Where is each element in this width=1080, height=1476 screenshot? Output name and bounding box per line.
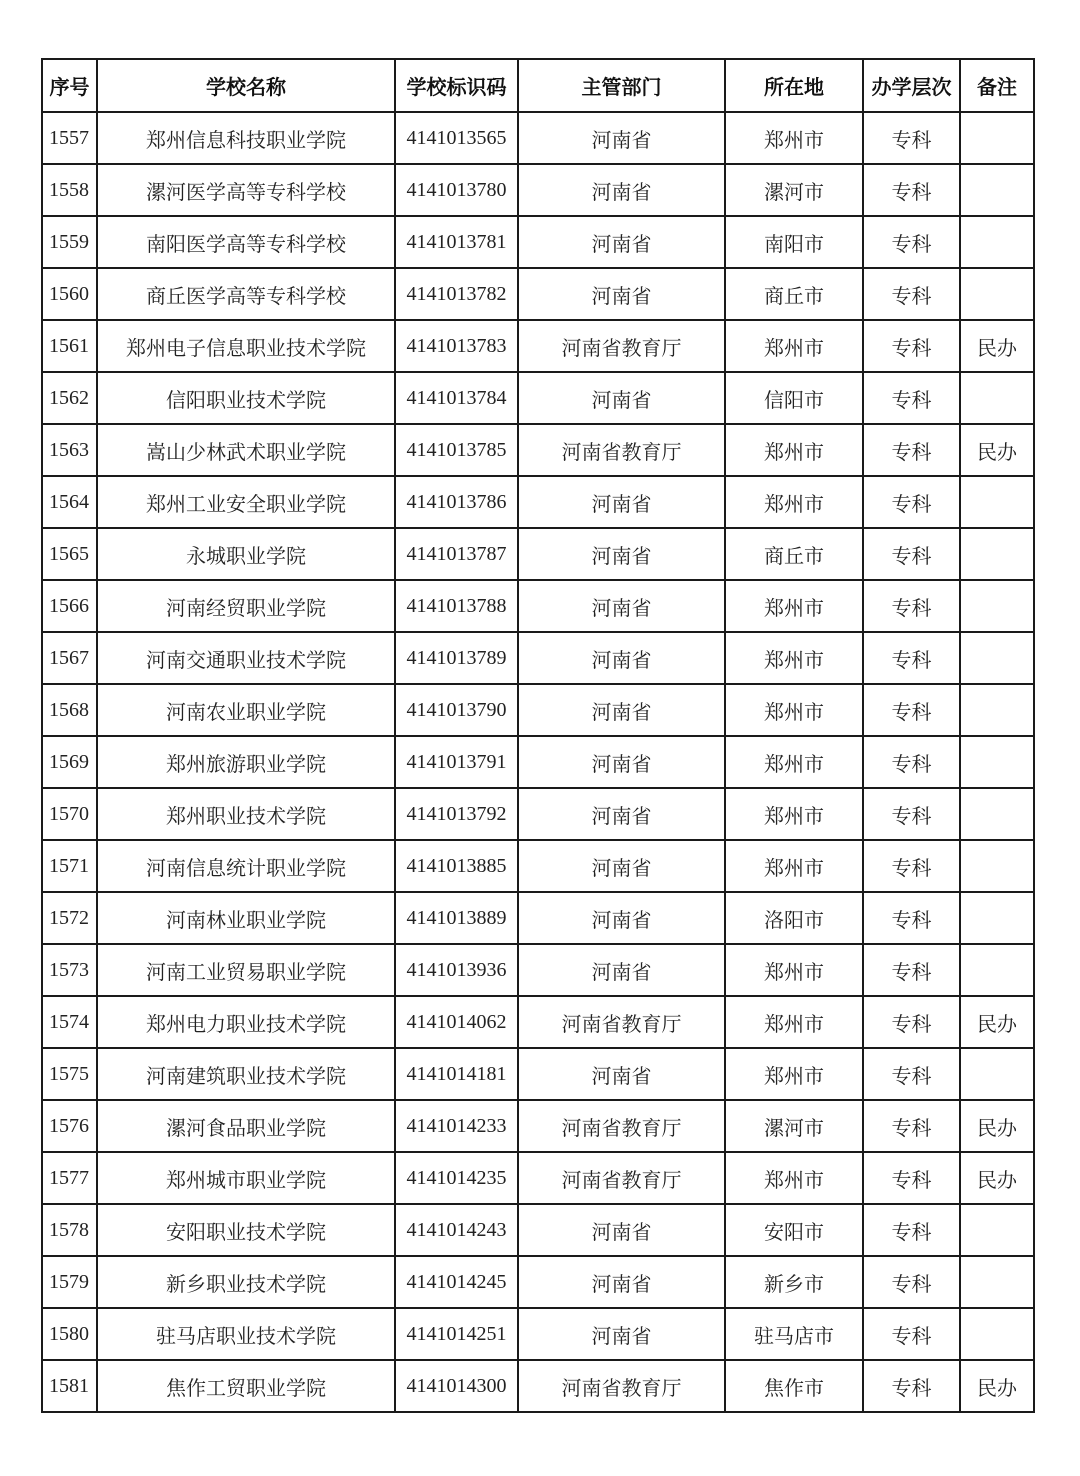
- department-cell: 河南省教育厅: [518, 1152, 725, 1204]
- table-row: [42, 320, 1034, 372]
- location-cell: 郑州市: [725, 996, 863, 1048]
- seq-cell: 1574: [42, 996, 97, 1048]
- remark-cell: [960, 268, 1034, 320]
- school-code-cell: 4141014233: [395, 1100, 518, 1152]
- table-row: [42, 944, 1034, 996]
- level-cell: 专科: [863, 1100, 960, 1152]
- level-cell: 专科: [863, 112, 960, 164]
- school-code-cell: 4141013788: [395, 580, 518, 632]
- seq-cell: 1560: [42, 268, 97, 320]
- col-header-seq: 序号: [42, 59, 97, 112]
- school-name-cell: 郑州电子信息职业技术学院: [97, 320, 395, 372]
- level-cell: 专科: [863, 164, 960, 216]
- seq-cell: 1558: [42, 164, 97, 216]
- table-row: [42, 476, 1034, 528]
- school-code-cell: 4141013780: [395, 164, 518, 216]
- school-code-cell: 4141013787: [395, 528, 518, 580]
- remark-cell: [960, 216, 1034, 268]
- seq-cell: 1557: [42, 112, 97, 164]
- level-cell: 专科: [863, 684, 960, 736]
- seq-cell: 1580: [42, 1308, 97, 1360]
- remark-cell: 民办: [960, 1152, 1034, 1204]
- seq-cell: 1569: [42, 736, 97, 788]
- remark-cell: 民办: [960, 1360, 1034, 1412]
- table-row: [42, 1100, 1034, 1152]
- level-cell: 专科: [863, 476, 960, 528]
- col-header-school-code: 学校标识码: [395, 59, 518, 112]
- remark-cell: [960, 1204, 1034, 1256]
- table-row: [42, 216, 1034, 268]
- seq-cell: 1567: [42, 632, 97, 684]
- table-row: [42, 996, 1034, 1048]
- location-cell: 郑州市: [725, 736, 863, 788]
- location-cell: 郑州市: [725, 1152, 863, 1204]
- seq-cell: 1573: [42, 944, 97, 996]
- table-row: [42, 112, 1034, 164]
- remark-cell: [960, 1256, 1034, 1308]
- location-cell: 郑州市: [725, 112, 863, 164]
- school-code-cell: 4141014300: [395, 1360, 518, 1412]
- department-cell: 河南省: [518, 476, 725, 528]
- level-cell: 专科: [863, 632, 960, 684]
- school-name-cell: 河南建筑职业技术学院: [97, 1048, 395, 1100]
- school-name-cell: 郑州旅游职业学院: [97, 736, 395, 788]
- level-cell: 专科: [863, 944, 960, 996]
- school-code-cell: 4141014245: [395, 1256, 518, 1308]
- school-code-cell: 4141013889: [395, 892, 518, 944]
- location-cell: 郑州市: [725, 944, 863, 996]
- table-row: [42, 788, 1034, 840]
- school-name-cell: 河南林业职业学院: [97, 892, 395, 944]
- remark-cell: 民办: [960, 1100, 1034, 1152]
- school-name-cell: 焦作工贸职业学院: [97, 1360, 395, 1412]
- school-name-cell: 郑州电力职业技术学院: [97, 996, 395, 1048]
- seq-cell: 1563: [42, 424, 97, 476]
- school-code-cell: 4141013781: [395, 216, 518, 268]
- level-cell: 专科: [863, 1152, 960, 1204]
- school-code-cell: 4141013565: [395, 112, 518, 164]
- department-cell: 河南省: [518, 112, 725, 164]
- school-name-cell: 安阳职业技术学院: [97, 1204, 395, 1256]
- department-cell: 河南省: [518, 528, 725, 580]
- remark-cell: [960, 1048, 1034, 1100]
- location-cell: 郑州市: [725, 1048, 863, 1100]
- remark-cell: 民办: [960, 424, 1034, 476]
- col-header-location: 所在地: [725, 59, 863, 112]
- level-cell: 专科: [863, 424, 960, 476]
- remark-cell: [960, 372, 1034, 424]
- school-name-cell: 漯河食品职业学院: [97, 1100, 395, 1152]
- school-name-cell: 驻马店职业技术学院: [97, 1308, 395, 1360]
- table-row: [42, 1152, 1034, 1204]
- location-cell: 郑州市: [725, 580, 863, 632]
- department-cell: 河南省: [518, 944, 725, 996]
- level-cell: 专科: [863, 1256, 960, 1308]
- department-cell: 河南省: [518, 164, 725, 216]
- location-cell: 郑州市: [725, 632, 863, 684]
- table-row: [42, 736, 1034, 788]
- department-cell: 河南省: [518, 684, 725, 736]
- location-cell: 信阳市: [725, 372, 863, 424]
- department-cell: 河南省: [518, 268, 725, 320]
- level-cell: 专科: [863, 580, 960, 632]
- seq-cell: 1572: [42, 892, 97, 944]
- school-name-cell: 新乡职业技术学院: [97, 1256, 395, 1308]
- seq-cell: 1571: [42, 840, 97, 892]
- table-row: [42, 840, 1034, 892]
- school-name-cell: 河南信息统计职业学院: [97, 840, 395, 892]
- school-name-cell: 商丘医学高等专科学校: [97, 268, 395, 320]
- location-cell: 郑州市: [725, 684, 863, 736]
- department-cell: 河南省: [518, 632, 725, 684]
- school-name-cell: 南阳医学高等专科学校: [97, 216, 395, 268]
- remark-cell: [960, 1308, 1034, 1360]
- department-cell: 河南省: [518, 1204, 725, 1256]
- location-cell: 商丘市: [725, 268, 863, 320]
- seq-cell: 1581: [42, 1360, 97, 1412]
- department-cell: 河南省: [518, 892, 725, 944]
- department-cell: 河南省: [518, 1308, 725, 1360]
- table-row: [42, 372, 1034, 424]
- school-name-cell: 郑州工业安全职业学院: [97, 476, 395, 528]
- school-code-cell: 4141013792: [395, 788, 518, 840]
- seq-cell: 1564: [42, 476, 97, 528]
- school-name-cell: 郑州信息科技职业学院: [97, 112, 395, 164]
- table-row: [42, 424, 1034, 476]
- school-code-cell: 4141013790: [395, 684, 518, 736]
- table-row: [42, 1360, 1034, 1412]
- school-code-cell: 4141013782: [395, 268, 518, 320]
- remark-cell: [960, 528, 1034, 580]
- table-row: [42, 892, 1034, 944]
- school-code-cell: 4141013789: [395, 632, 518, 684]
- table-row: [42, 268, 1034, 320]
- seq-cell: 1578: [42, 1204, 97, 1256]
- location-cell: 焦作市: [725, 1360, 863, 1412]
- school-code-cell: 4141013791: [395, 736, 518, 788]
- level-cell: 专科: [863, 372, 960, 424]
- school-code-cell: 4141014062: [395, 996, 518, 1048]
- school-name-cell: 信阳职业技术学院: [97, 372, 395, 424]
- remark-cell: 民办: [960, 320, 1034, 372]
- location-cell: 郑州市: [725, 320, 863, 372]
- department-cell: 河南省: [518, 580, 725, 632]
- department-cell: 河南省教育厅: [518, 1360, 725, 1412]
- school-name-cell: 河南交通职业技术学院: [97, 632, 395, 684]
- school-code-cell: 4141014251: [395, 1308, 518, 1360]
- remark-cell: [960, 632, 1034, 684]
- department-cell: 河南省: [518, 372, 725, 424]
- location-cell: 漯河市: [725, 164, 863, 216]
- remark-cell: [960, 788, 1034, 840]
- table-row: [42, 1204, 1034, 1256]
- department-cell: 河南省: [518, 1256, 725, 1308]
- location-cell: 商丘市: [725, 528, 863, 580]
- seq-cell: 1576: [42, 1100, 97, 1152]
- col-header-department: 主管部门: [518, 59, 725, 112]
- table-row: [42, 580, 1034, 632]
- school-name-cell: 河南工业贸易职业学院: [97, 944, 395, 996]
- department-cell: 河南省: [518, 736, 725, 788]
- school-name-cell: 郑州职业技术学院: [97, 788, 395, 840]
- remark-cell: [960, 736, 1034, 788]
- remark-cell: [960, 892, 1034, 944]
- seq-cell: 1570: [42, 788, 97, 840]
- table-row: [42, 684, 1034, 736]
- level-cell: 专科: [863, 1204, 960, 1256]
- school-list-table: [41, 58, 1035, 1413]
- location-cell: 郑州市: [725, 840, 863, 892]
- remark-cell: 民办: [960, 996, 1034, 1048]
- remark-cell: [960, 476, 1034, 528]
- seq-cell: 1568: [42, 684, 97, 736]
- school-name-cell: 郑州城市职业学院: [97, 1152, 395, 1204]
- school-code-cell: 4141014235: [395, 1152, 518, 1204]
- table-row: [42, 164, 1034, 216]
- remark-cell: [960, 684, 1034, 736]
- department-cell: 河南省教育厅: [518, 320, 725, 372]
- col-header-school-name: 学校名称: [97, 59, 395, 112]
- location-cell: 郑州市: [725, 788, 863, 840]
- location-cell: 新乡市: [725, 1256, 863, 1308]
- school-code-cell: 4141013783: [395, 320, 518, 372]
- location-cell: 驻马店市: [725, 1308, 863, 1360]
- level-cell: 专科: [863, 840, 960, 892]
- school-code-cell: 4141013885: [395, 840, 518, 892]
- table-row: [42, 1308, 1034, 1360]
- location-cell: 郑州市: [725, 424, 863, 476]
- level-cell: 专科: [863, 268, 960, 320]
- school-code-cell: 4141014181: [395, 1048, 518, 1100]
- level-cell: 专科: [863, 996, 960, 1048]
- location-cell: 漯河市: [725, 1100, 863, 1152]
- location-cell: 南阳市: [725, 216, 863, 268]
- seq-cell: 1559: [42, 216, 97, 268]
- table-header: [42, 59, 1034, 112]
- table-row: [42, 632, 1034, 684]
- seq-cell: 1562: [42, 372, 97, 424]
- location-cell: 洛阳市: [725, 892, 863, 944]
- school-name-cell: 漯河医学高等专科学校: [97, 164, 395, 216]
- school-code-cell: 4141013785: [395, 424, 518, 476]
- header-row: [42, 59, 1034, 112]
- school-code-cell: 4141013786: [395, 476, 518, 528]
- level-cell: 专科: [863, 1048, 960, 1100]
- seq-cell: 1561: [42, 320, 97, 372]
- school-code-cell: 4141013784: [395, 372, 518, 424]
- table-body: [42, 112, 1034, 1412]
- seq-cell: 1579: [42, 1256, 97, 1308]
- seq-cell: 1566: [42, 580, 97, 632]
- school-code-cell: 4141014243: [395, 1204, 518, 1256]
- school-name-cell: 永城职业学院: [97, 528, 395, 580]
- department-cell: 河南省: [518, 788, 725, 840]
- seq-cell: 1575: [42, 1048, 97, 1100]
- remark-cell: [960, 164, 1034, 216]
- location-cell: 郑州市: [725, 476, 863, 528]
- remark-cell: [960, 944, 1034, 996]
- department-cell: 河南省: [518, 216, 725, 268]
- department-cell: 河南省: [518, 840, 725, 892]
- level-cell: 专科: [863, 528, 960, 580]
- remark-cell: [960, 840, 1034, 892]
- col-header-remark: 备注: [960, 59, 1034, 112]
- level-cell: 专科: [863, 216, 960, 268]
- table-row: [42, 528, 1034, 580]
- seq-cell: 1577: [42, 1152, 97, 1204]
- table-row: [42, 1048, 1034, 1100]
- level-cell: 专科: [863, 1360, 960, 1412]
- school-code-cell: 4141013936: [395, 944, 518, 996]
- department-cell: 河南省: [518, 1048, 725, 1100]
- level-cell: 专科: [863, 736, 960, 788]
- department-cell: 河南省教育厅: [518, 996, 725, 1048]
- school-name-cell: 嵩山少林武术职业学院: [97, 424, 395, 476]
- department-cell: 河南省教育厅: [518, 424, 725, 476]
- school-name-cell: 河南经贸职业学院: [97, 580, 395, 632]
- level-cell: 专科: [863, 892, 960, 944]
- level-cell: 专科: [863, 1308, 960, 1360]
- level-cell: 专科: [863, 320, 960, 372]
- remark-cell: [960, 112, 1034, 164]
- level-cell: 专科: [863, 788, 960, 840]
- location-cell: 安阳市: [725, 1204, 863, 1256]
- remark-cell: [960, 580, 1034, 632]
- department-cell: 河南省教育厅: [518, 1100, 725, 1152]
- seq-cell: 1565: [42, 528, 97, 580]
- col-header-level: 办学层次: [863, 59, 960, 112]
- school-name-cell: 河南农业职业学院: [97, 684, 395, 736]
- table-row: [42, 1256, 1034, 1308]
